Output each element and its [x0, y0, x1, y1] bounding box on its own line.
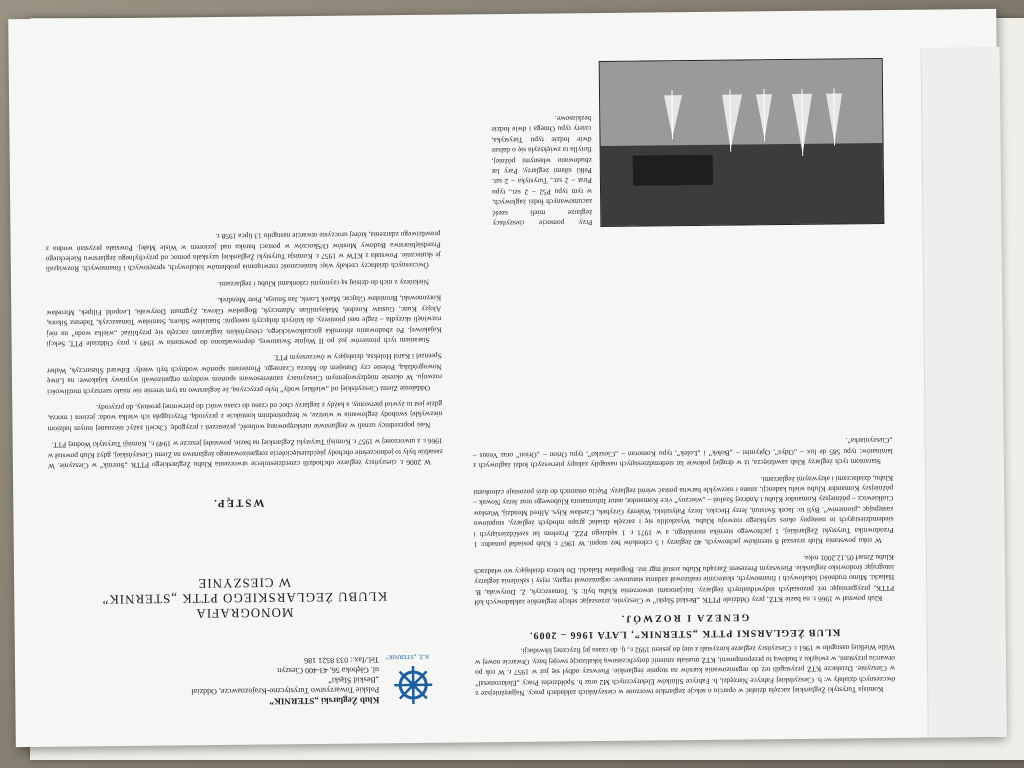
- paragraph: Nasi poprzednicy uznali w żeglarstwie nieskrępowaną wolność, przestrzeń i przygodę. Chcieli zażyć nieznanej innym ludziom niezwykłej swobody żeglowania w wietrze, w bezpośrednim kontakcie z przyrodą. Przyciągała ich wielka woda: jeziora i morza, gdzie jest to żywioł pierwotny, a każdy z żeglarzy choć od czasu do czasu wróci do pierwotnej prostoty, do przyrody.: [47, 399, 443, 434]
- photo-caption: Przy pomocie cieszyńscy żeglarze mieli sześć zacumowanych łodzi żaglowych, w tym typu P52 – 2 szt., typu Pirat – 2 szt., Turystyka – 2 szt. Pełki siłami żeglarzy, Pary lat zbudowano własnymi później, flotylla ta zwiększyła się o dalsze dwie łodzie typu Turystyka, cztery typu Omega i dwie łodzie bezkiasowe.: [491, 114, 593, 229]
- org-line: „Beskid Śląski”: [328, 675, 380, 685]
- section-subtitle: GENEZA I ROZWÓJ.: [619, 611, 750, 624]
- paragraph: Oddalenie Ziemi Cieszyńskiej od „wielkiej wody” było przyczyną, że żeglarstwo na tym terenie nie miało szerszych możliwości rozwoju. W okresie międzywojennym Cieszyniacy zainteresowani sportem wodnym organizowali wyprawy kajakowe: na Litwę Nowogródzką, Polesie czy Dunajem do Morza Czarnego. Pionierami sportów wodnych byli wtedy: Edward Ślusarczyk, Walter Sprenzel i Karol Holeksa, działający w ówczesnym PTT.: [46, 352, 443, 397]
- left-column: [473, 429, 896, 698]
- paragraph: Klub powstał w 1966 r. na bazie KTŻ, przy Oddziale PTTK „Beskid Śląski” w Cieszynie, zrzeszając sekcje żeglarskie zakładowych kół PTTK, przygarniając też pozostałych indywidualnych żeglarzy. Inicjatorami utworzenia Klubu byli: S. Tomaszczyk, Z. Dorywała, B. Hałacki. Mimo trudności lokalowych i finansowych, skutecznie realizował zadania statutowe: organizował regaty, rejsy i szkolenia żeglarzy integrując środowisko żeglarskie. Pierwszym Prezesem Zarządu Klubu został mgr inż. Bogusław Hałacki. Do końca działający we władzach Klubu Zmarł 05.12.2001 roku.: [473, 552, 895, 608]
- paragraph: W 2006 r. cieszyńscy żeglarze obchodzili czterdziestolecie utworzenia Klubu Żeglarskiego PTTK „Sternik” w Cieszynie. W zasadzie były to jednocześnie obchody pięćdziesięciolecia zorganizowanego żeglarstwa na Ziemi Cieszyńskiej, gdyż Klub powstał w 1966 r. z utworzonej w 1957 r. Komisji Turystyki Żeglarskiej na bazie, powstałej jeszcze w 1949 r., Komisji Turystyki Wodnej PTT.: [47, 436, 443, 471]
- paragraph: Niektórzy z nich do dzisiaj są czynnymi członkami Klubu i żeglarzami.: [217, 277, 430, 289]
- club-info: [191, 654, 379, 707]
- paragraph: Ówczesnych działaczy czekały więc konieczność rozwiązania problemów lokalowych, sprzętowych i finansowych. Rozwiązali je skutecznie. Powstała z KTW w 1957 r. Komisja Turystyki Żeglarskiej uzyskała pomoc od przychylnego żeglarstwu Kieleckiego Przedsiębiorstwa Budowy Mostów O/Skoczów w postaci baraku nad jeziorem w Wisle Małej. Powstała przystań wodna z prawdziwego zdarzenia, której uroczyste otwarcie nastąpiło 13 lipca 1958 r.: [45, 229, 441, 275]
- right-column: [45, 223, 443, 471]
- ships-wheel-icon: [391, 663, 435, 707]
- folded-flap: [921, 47, 1007, 738]
- section-title: KLUB ŻEGLARSKI PTTK „STERNIK”, LATA 1966 – 2009.: [528, 626, 841, 641]
- org-line: ul. Głęboka 56, 43-400 Cieszyn: [277, 665, 380, 676]
- club-name: Klub Żeglarski „STERNIK”: [269, 695, 380, 707]
- paragraph: Komisja Turystyki Żeglarskiej zaczęła działać w oparciu o sekcje żeglarskie tworzone w cieszyńskich zakładach pracy. Najprężniejsze z ówczesnych działały w: b. Cieszyńskiej Fabryce Narzędzi, b. Fabryce Silników Elektrycznych M2 oraz b. Spółdzielni Pracy „Elektrometal” w Cieszynie. Działacze KTŻ przystąpili też do organizowania kursów na stopnie żeglarskie. Pierwszy odbył się już w 1957 r. W rok po otwarciu przystani, w związku z budową tu przepompowni, KTŻ musiała zmienić dotychczasową lokalizację swojej bazy. Otwarcie nowej w Wiśle Wielkiej nastąpiło w 1961 r. Cieszyńscy żeglarze korzystali z niej do jesieni 1992 r., tj. do czasu jej fizycznej likwidacji.: [474, 643, 896, 699]
- logo-caption: K.Ż. „STERNIK”: [385, 652, 429, 660]
- sailboats-photo: [599, 58, 885, 227]
- monograph-line: MONOGRAFIA: [195, 605, 294, 622]
- org-line: Polskie Towarzystwo Turystyczno-Krajoznawcze, Oddział: [191, 685, 380, 697]
- document-header: [43, 487, 435, 711]
- paragraph: Staraniem tych pionierów już po II Wojnie Światowej, doprowadzono do powstania w 1949 r. przy Oddziale PTT, Sekcji Kajakowej. Po zbudowaniu zbiornika goczałkowickiego, cieszyńskim żeglarzom zaczęła się przybliżać „wielka woda” na niej rozwinęli skrzydła – żagle nasi pionierzy, do których dołączyli następni: Stanisław Sikora, Stanisław Tomaszczyk, Tadeusz Sikora, Alojzy Kunc, Gustaw Kozdoń, Maksymilian Adamczyk, Bogusław Glowa, Zygmunt Dorywała, Leopold Filipek, Mirosław Korzonowski, Bronisław Glajcar, Marek Lorek, Jan Śmieja, Piotr Mendrek.: [46, 293, 442, 349]
- document-page: [8, 9, 1004, 747]
- rotated-content: [18, 20, 915, 729]
- intro-heading: WSTĘP.: [212, 496, 265, 510]
- paragraph: Staraniom tych żeglarzy Klub zawdzięcza, iż w drugiej połowie lat siedemdziesiątych nastąpiły zakupy pierwszych łodzi żaglowych z laminatów: typu 585 de lux – „Odys”, Optymist – „Bolek” i „Lolek”, typu Komoran – „Cieszko”, typu Orion – „Orion” oraz Venus – „Cieszyniarka”.: [472, 436, 893, 471]
- monograph-title: [94, 574, 394, 622]
- paragraph: W roku powstania Klub zrzeszał 8 sterników jachtowych, 40 żeglarzy i 5 członków bez stopni. W 1967 r. Klub posiadał ponadto: 1 Przodownika Turystyki Żeglarskiej, 1 jachtowego sternika morskiego, a w 1971 r. 1 sędziego PZŻ. Przełom lat sześćdziesiątych i siedemdziesiątych to następny okres szybkiego rozwoju Klubu. Wyszkolila się i zaczęła działać grupa młodych żeglarzy, stopniowo zastępując „pionierów”. Byli to: Jacek Świstuń, Jerzy Heczko, Jerzy Pałysiński, Walenty Grzybek, Czesław Kłys, Alfred Mendzij, Wiesław Ciołkiewicz – późniejszy Komandor Klubu i Andrzej Szaloń – „wieczny” vice Komandor, autor Informatora Klubowego oraz Jerzy Nowak – późniejszy Komandor Klubu wielu kadencji, znana i niezwykle barwna postać wśród żeglarzy. Pięciu ostatnich do dziś pozostaje członkami Klubu, działaczami i aktywnymi żeglarzami.: [473, 473, 894, 550]
- org-line: Tel./fax.: 033 8521 186: [304, 655, 379, 666]
- monograph-line: KLUBU ŻEGLARSKIEGO PTTK „STERNIK”: [101, 589, 388, 608]
- monograph-line: W CIESZYNIE: [197, 575, 291, 592]
